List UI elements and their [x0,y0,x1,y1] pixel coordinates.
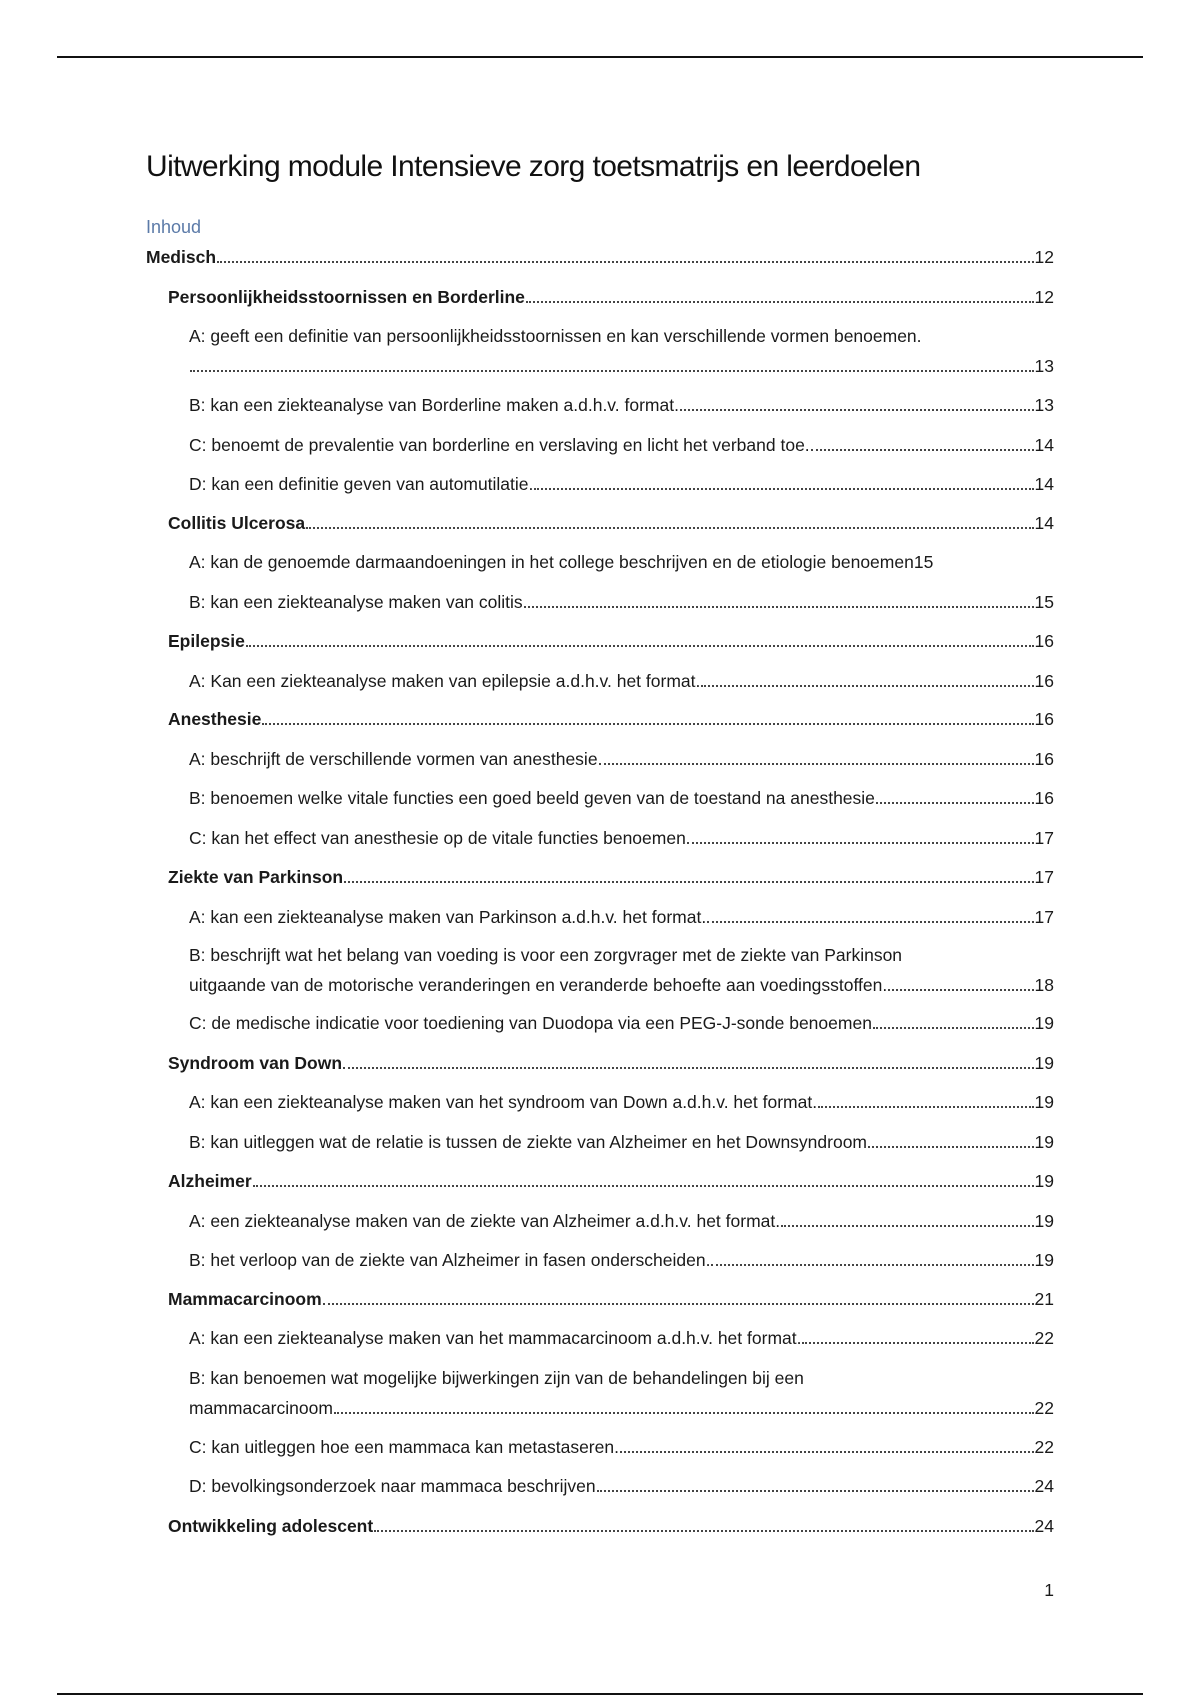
toc-entry-colitis-a[interactable]: A: kan de genoemde darmaandoeningen in het college beschrijven en de etiologie benoemen 15 [189,552,934,572]
toc-entry-mammacarcinoom-b[interactable]: B: kan benoemen wat mogelijke bijwerkingen zijn van de behandelingen bij een mammacarcinoom 22 [189,1368,1054,1418]
toc-entry-mammacarcinoom-a[interactable]: A: kan een ziekteanalyse maken van het mammacarcinoom a.d.h.v. het format. 22 [189,1328,1054,1348]
toc-entry-alzheimer[interactable]: Alzheimer 19 [168,1171,1054,1191]
toc-heading: Inhoud [146,217,202,237]
toc-entry-parkinson-c[interactable]: C: de medische indicatie voor toediening van Duodopa via een PEG-J-sonde benoemen 19 [189,1013,1054,1033]
toc-entry-borderline-b[interactable]: B: kan een ziekteanalyse van Borderline maken a.d.h.v. format. 13 [189,395,1054,415]
page-number: 1 [1044,1580,1054,1600]
toc-entry-anesthesie-a[interactable]: A: beschrijft de verschillende vormen van anesthesie 16 [189,749,1054,769]
toc-entry-anesthesie[interactable]: Anesthesie 16 [168,709,1054,729]
footer-rule [57,1693,1143,1695]
toc-entry-alzheimer-b[interactable]: B: het verloop van de ziekte van Alzheimer in fasen onderscheiden. 19 [189,1250,1054,1270]
toc-entry-borderline-d[interactable]: D: kan een definitie geven van automutilatie. 14 [189,474,1054,494]
toc-entry-parkinson[interactable]: Ziekte van Parkinson 17 [168,867,1054,887]
toc-entry-down-a[interactable]: A: kan een ziekteanalyse maken van het syndroom van Down a.d.h.v. het format. 19 [189,1092,1054,1112]
toc-entry-adolescent[interactable]: Ontwikkeling adolescent 24 [168,1516,1054,1536]
toc-entry-borderline-c[interactable]: C: benoemt de prevalentie van borderline en verslaving en licht het verband toe. 14 [189,435,1054,455]
toc-entry-parkinson-b[interactable]: B: beschrijft wat het belang van voeding is voor een zorgvrager met de ziekte van Parkinson uitgaande van de motorische veranderingen en veranderde behoefte aan voedingsstoffen. 18 [189,945,1054,995]
toc-entry-borderline-a[interactable]: A: geeft een definitie van persoonlijkheidsstoornissen en kan verschillende vormen benoemen. 13 [189,326,1054,376]
toc-entry-alzheimer-a[interactable]: A: een ziekteanalyse maken van de ziekte van Alzheimer a.d.h.v. het format. 19 [189,1211,1054,1231]
toc-entry-colitis-b[interactable]: B: kan een ziekteanalyse maken van colitis 15 [189,592,1054,612]
toc-entry-mammacarcinoom[interactable]: Mammacarcinoom 21 [168,1289,1054,1309]
toc-entry-medisch[interactable]: Medisch 12 [146,247,1054,267]
toc-entry-epilepsie[interactable]: Epilepsie 16 [168,631,1054,651]
toc-entry-mammacarcinoom-d[interactable]: D: bevolkingsonderzoek naar mammaca beschrijven 24 [189,1476,1054,1496]
toc-entry-anesthesie-c[interactable]: C: kan het effect van anesthesie op de vitale functies benoemen 17 [189,828,1054,848]
toc-entry-mammacarcinoom-c[interactable]: C: kan uitleggen hoe een mammaca kan metastaseren. 22 [189,1437,1054,1457]
toc-entry-epilepsie-a[interactable]: A: Kan een ziekteanalyse maken van epilepsie a.d.h.v. het format. 16 [189,671,1054,691]
toc-entry-down-b[interactable]: B: kan uitleggen wat de relatie is tussen de ziekte van Alzheimer en het Downsyndroom 19 [189,1132,1054,1152]
toc-entry-down[interactable]: Syndroom van Down 19 [168,1053,1054,1073]
toc-entry-colitis[interactable]: Collitis Ulcerosa 14 [168,513,1054,533]
toc-entry-parkinson-a[interactable]: A: kan een ziekteanalyse maken van Parkinson a.d.h.v. het format. 17 [189,907,1054,927]
toc-entry-borderline[interactable]: Persoonlijkheidsstoornissen en Borderline 12 [168,287,1054,307]
document-title: Uitwerking module Intensieve zorg toetsmatrijs en leerdoelen [146,150,921,183]
toc-entry-anesthesie-b[interactable]: B: benoemen welke vitale functies een goed beeld geven van de toestand na anesthesie 16 [189,788,1054,808]
